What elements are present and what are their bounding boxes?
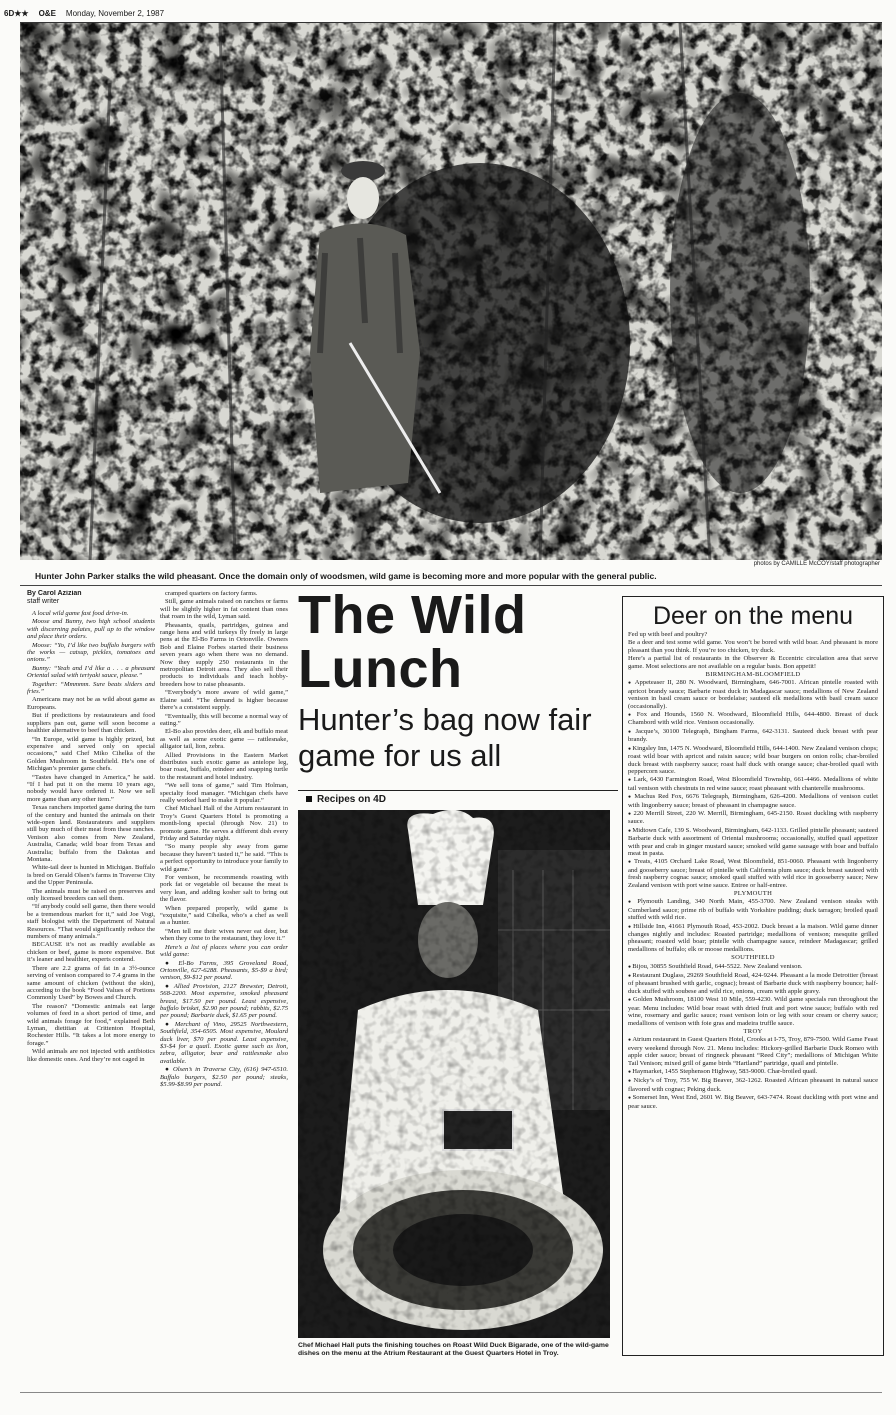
page-footer-rule	[20, 1392, 882, 1393]
paragraph: A local wild game fast food drive-in.	[32, 610, 129, 617]
paragraph: The reason? “Domestic animals eat large volumes of feed in a short period of time, and wild animals forage for food,” explained Beth Lyman, dietitian at Crittenton Hospital, Rochester Hills. “It takes a lot more energy to forage.”	[27, 1002, 155, 1047]
hunter-photo-image	[20, 23, 882, 560]
paragraph: “Eventually, this will become a normal way of eating.”	[160, 712, 288, 727]
paragraph: BECAUSE it’s not as readily available as chicken or beef, game is more expensive. But it’s leaner and healthier, experts contend.	[27, 941, 155, 964]
headline	[298, 585, 618, 699]
headline-line-1: The Wild	[298, 585, 527, 645]
paragraph: ● Merchant of Vino, 29525 Northwestern, Southfield, 354-6505. Most expensive, Moulard duck liver, $70 per pound. Least expensive, $3-$4 for a quail. Exotic game such as lion, zebra, alligator, bear and rattlesnake also available.	[160, 1020, 288, 1065]
sidebar-body	[628, 631, 878, 1110]
chef-photo-image	[298, 810, 610, 1338]
paragraph: Texas ranchers imported game during the turn of the century and hunted the animals on their wide-open land. Restaurateurs and suppliers still buy much of their meat from these ranches. Venison also comes from New Zealand, Australia, Canada; wild boar from Texas and Australia; buffalo from the Dakotas and Montana.	[27, 804, 155, 863]
hunter-photo	[20, 22, 882, 560]
paragraph: There are 2.2 grams of fat in a 3½-ounce serving of venison compared to 7.4 grams in the same amount of chicken (without the skin), according to the book “Food Values of Portions Commonly Used” by Bowes and Church.	[27, 964, 155, 1002]
paragraph: White-tail deer is hunted in Michigan. Buffalo is bred on Gerald Olsen’s farms in Traverse City and the Upper Peninsula.	[27, 864, 155, 887]
restaurant-listing: ● 220 Merrill Street, 220 W. Merrill, Birmingham, 645-2150. Roast duckling with raspberry sauce.	[628, 810, 878, 826]
restaurant-listing: ● Restaurant Duglass, 29269 Southfield Road, 424-9244. Pheasant a la mode Detroitier (breast of pheasant brushed with garlic, cognac); breast of Barbarie duck with raspberry bounce; half-duck stuffed with soubese and wild rice, onions, cream with apple gravy.	[628, 972, 878, 995]
paragraph: Allied Provisions in the Eastern Market distributes such exotic game as antelope leg, boar roast, buffalo, reindeer and snapping turtle to the restaurant and hotel industry.	[160, 751, 288, 781]
restaurant-listing: ● Machus Red Fox, 6676 Telegraph, Birmingham, 626-4200. Medallions of venison cutlet with lingonberry sauce; breast of pheasant in champagne sauce.	[628, 793, 878, 809]
paragraph: ● El-Bo Farms, 395 Groveland Road, Ortonville, 627-6288. Pheasants, $5-$9 a bird; venison, $9-$12 per pound.	[160, 959, 288, 982]
paragraph: Moose and Bunny, two high school students with discerning palates, pull up to the window and place their orders.	[27, 618, 155, 641]
city-heading: PLYMOUTH	[733, 890, 773, 897]
hunter-photo-caption: Hunter John Parker stalks the wild pheasant. Once the domain only of woodsmen, wild game is becoming more and more popular with the general public.	[35, 571, 657, 581]
paragraph: When prepared properly, wild game is “exquisite,” said Cihelka, who’s a chef as well as a hunter.	[160, 904, 288, 927]
paragraph: “Everybody’s more aware of wild game,” Elaine said. “The demand is higher because there’s a consistent supply.	[160, 689, 288, 712]
paragraph: “If anybody could sell game, then there would be a tremendous market for it,” said Joe Vogt, staff biologist with the Department of Natural Resources. “That would significantly reduce the numbers of many animals.”	[27, 903, 155, 941]
paragraph: Together: “Mmmmm. Sure beats sliders and fries.”	[27, 680, 155, 696]
restaurant-listing: ● Jacque’s, 30100 Telegraph, Bingham Farms, 642-3131. Sauteed duck breast with pear brandy.	[628, 728, 878, 744]
restaurant-listing: ● Bijou, 30855 Southfield Road, 644-5522. New Zealand venison.	[628, 963, 878, 971]
section-name: O&E	[38, 8, 56, 18]
paragraph: Chef Michael Hall of the Atrium restaurant in Troy’s Guest Quarters Hotel is promoting a month-long special (through Nov. 21) to promote game. He serves a different dish every Friday and Saturday night.	[160, 805, 288, 842]
restaurant-listing: ● Lark, 6430 Farmington Road, West Bloomfield Township, 661-4466. Medallions of white tail venison with chestnuts in red wine sauce; roast pheasant with chanterelle mushrooms.	[628, 776, 878, 792]
chef-photo	[298, 810, 610, 1338]
intro-paragraph: Here’s a partial list of restaurants in the Observer & Eccentric circulation area that serve game. Most selections are not available on a regular basis. Bon appetit!	[628, 655, 878, 670]
sidebar-title: Deer on the menu	[652, 602, 854, 630]
article-column-2	[160, 590, 288, 1388]
byline-author: By Carol Azizian	[27, 590, 82, 597]
page-number: 6D★★	[4, 8, 29, 18]
intro-paragraph: Be a deer and test some wild game. You won’t be bored with wild boar. And pheasant is more pleasant than you think. If you’re too chicken, try duck.	[628, 639, 878, 654]
recipes-pointer: Recipes on 4D	[298, 790, 618, 806]
issue-date: Monday, November 2, 1987	[65, 8, 165, 18]
chef-photo-caption: Chef Michael Hall puts the finishing touches on Roast Wild Duck Bigarade, one of the wild-game dishes on the menu at the Atrium Restaurant at the Guest Quarters Hotel in Troy.	[298, 1342, 609, 1357]
restaurant-listing: ● Atrium restaurant in Guest Quarters Hotel, Crooks at I-75, Troy, 879-7500. Wild Game Feast every weekend through Nov. 21. Menu includes: Hickory-grilled Barbarie Duck Romeo with apple cider sauce; breast of ringneck pheasant “Reed City”; medallions of Michigan White Tail Venison; mixed grill of game birds “Hartland” partridge, quail and pintelle.	[628, 1036, 878, 1067]
headline-line-2: Lunch	[298, 639, 463, 699]
restaurant-listing: ● Plymouth Landing, 340 North Main, 455-3700. New Zealand venison steaks with Cumberland sauce; prime rib of buffalo with Yorkshire pudding; duck tarragon; broiled quail stuffed with wild rice.	[628, 898, 878, 921]
paragraph: “We sell tons of game,” said Tim Holman, specialty food manager. “Michigan chefs have really worked hard to make it popular.”	[160, 782, 288, 804]
restaurant-listing: ● Hillside Inn, 41661 Plymouth Road, 453-2002. Duck breast a la maison. Wild game dinner changes nightly and includes: Roasted partridge; medallions of venison; mesquite grilled pheasant; roasted wild boar; pintelle with champagne sauce, reindeer Madagascar; grilled medallions of buffalo; elk or moose medallions.	[628, 923, 878, 954]
photo-credit: photos by CAMILLE McCOY/staff photographer	[753, 561, 880, 567]
paragraph: Still, game animals raised on ranches or farms will be slightly higher in fat content than ones that roam in the wild, Lyman said.	[160, 598, 288, 621]
article-column-2-body	[160, 590, 288, 1088]
city-heading: TROY	[743, 1027, 763, 1035]
restaurant-listing: ● Haymarket, 1455 Stephenson Highway, 583-9000. Char-broiled quail.	[628, 1068, 878, 1076]
restaurant-listing: ● Kingsley Inn, 1475 N. Woodward, Bloomfield Hills, 644-1400. New Zealand venison chops; roast wild boar with apricot and raisin sauce; wild boar burgers on onion rolls; char-broiled duck breast with raspberry sauce; roast half duck with orange sauce; char-broiled quail with peppercorn sauce.	[628, 745, 878, 776]
paragraph: Pheasants, quails, partridges, guinea and range hens and wild turkeys fly freely in large pens at the El-Bo Farms in Ortonville. Owners Bob and Elaine Forbes started their business seven years ago when there was no demand. Now they supply 250 restaurants in the metropolitan Detroit area. They also sell their products to individuals and teach hobby-breeders how to raise pheasants.	[160, 621, 288, 688]
paragraph: Americans may not be as wild about game as Europeans.	[27, 696, 155, 711]
paragraph: Moose: “Yo, I’d like two buffalo burgers with the works — catsup, pickles, tomatoes and onions.”	[27, 641, 155, 664]
paragraph: “Tastes have changed in America,” he said. “If I had put it on the menu 10 years ago, nobody would have ordered it. Now we sell more game than any other item.”	[27, 773, 155, 803]
paragraph: Here’s a list of places where you can order wild game:	[160, 943, 288, 959]
byline	[27, 590, 155, 606]
intro-paragraph: Fed up with beef and poultry?	[628, 631, 708, 638]
paragraph: “In Europe, wild game is highly prized, but expensive and served only on special occasions,” said Chef Miko Cihelka of the Golden Mushroom in Southfield. He’s one of Michigan’s premier game chefs.	[27, 735, 155, 773]
paragraph: Wild animals are not injected with antibiotics like domestic ones. And they’re not caged in	[27, 1048, 155, 1063]
restaurant-listing: ● Fox and Hounds, 1560 N. Woodward, Bloomfield Hills, 644-4800. Breast of duck Chambord with wild rice. Venison occasionally.	[628, 711, 878, 727]
paragraph: Bunny: “Yeah and I’d like a . . . a pheasant Oriental salad with teriyaki sauce, please.”	[27, 664, 155, 680]
paragraph: ● Allied Provision, 2127 Brewster, Detroit, 568-2200. Most expensive, smoked pheasant breast, $17.50 per pound. Least expensive, buffalo brisket, $2.90 per pound; rabbits, $2.75 per pound; Barbarie duck, $1.65 per pound.	[160, 982, 288, 1020]
paragraph: “Men tell me their wives never eat deer, but when they come to the restaurant, they love it.”	[160, 927, 288, 943]
restaurant-listing: ● Somerset Inn, West End, 2601 W. Big Beaver, 643-7474. Roast duckling with port wine and pear sauce.	[628, 1094, 878, 1110]
page-header	[4, 6, 884, 20]
paragraph: El-Bo also provides deer, elk and buffalo meat as well as some exotic game — rattlesnake, alligator tail, lion, zebra.	[160, 728, 288, 751]
paragraph: ● Olsen’s in Traverse City, (616) 947-6510. Buffalo burgers, $2.50 per pound; steaks, $5.99-$8.99 per pound.	[160, 1066, 288, 1088]
restaurant-listing: ● Golden Mushroom, 18100 West 10 Mile, 559-4230. Wild game specials run throughout the year. Menu includes: Wild boar roast with dried fruit and port wine sauce; buffalo with red wine, rosemary and garlic sauce; roast venison loin or leg with sour cream or cherry sauce; medallions of venison with foie gras and madeira truffle sauce.	[628, 996, 878, 1027]
byline-role: staff writer	[27, 598, 60, 605]
city-heading: BIRMINGHAM-BLOOMFIELD	[705, 671, 801, 679]
city-heading: SOUTHFIELD	[731, 954, 775, 962]
article-column-1-body	[27, 610, 155, 1063]
paragraph: “So many people shy away from game because they haven’t tasted it,” he said. “This is a perfect opportunity to introduce your family to wild game.”	[160, 843, 288, 873]
restaurant-listing: ● Midtown Cafe, 139 S. Woodward, Birmingham, 642-1133. Grilled pintelle pheasant; sauteed Barbarie duck with assortment of Oriental mushrooms; occasionally, stuffed quail appetizer with pear and crab in ginger mustard sauce; smoked wild game sausage with boar and buffalo meat in pasta.	[628, 827, 878, 858]
restaurant-listing: ● Treats, 4105 Orchard Lake Road, West Bloomfield, 851-0060. Pheasant with lingonberry and gooseberry sauce; breast of pintelle with California plum sauce; duck breast sauteed with fresh raspberry cognac sauce; smoked quail stuffed with wild rice in gooseberry sauce; New Zealand venison with port wine sauce. Entree or half-entree.	[628, 858, 878, 889]
paragraph: But if predictions by restaurateurs and food suppliers pan out, game will soon become a healthier alternative to beef than chicken.	[27, 712, 155, 735]
paragraph: The animals must be raised on preserves and only licensed breeders can sell them.	[27, 887, 155, 903]
paragraph: For venison, he recommends roasting with pork fat or vegetable oil because the meat is very lean, and adding kosher salt to bring out the flavor.	[160, 874, 288, 904]
paragraph: cramped quarters on factory farms.	[165, 590, 258, 597]
subheadline: Hunter’s bag now fair game for us all	[298, 702, 592, 773]
restaurant-listing: ● Appeteaser II, 280 N. Woodward, Birmingham, 646-7001. African pintelle roasted with apricot brandy sauce; Barbarie roast duck in Madagascar sauce; medallions of New Zealand venison in basil cream sauce or bordelaise; sauteed elk medallions with basil cream sauce (occasionally).	[628, 679, 878, 710]
restaurant-listing: ● Nicky’s of Troy, 755 W. Big Beaver, 362-1262. Roasted African pheasant in natural sauce flavored with cognac; Peking duck.	[628, 1077, 878, 1093]
article-column-1	[27, 590, 155, 1388]
restaurant-sidebar	[622, 596, 884, 1356]
